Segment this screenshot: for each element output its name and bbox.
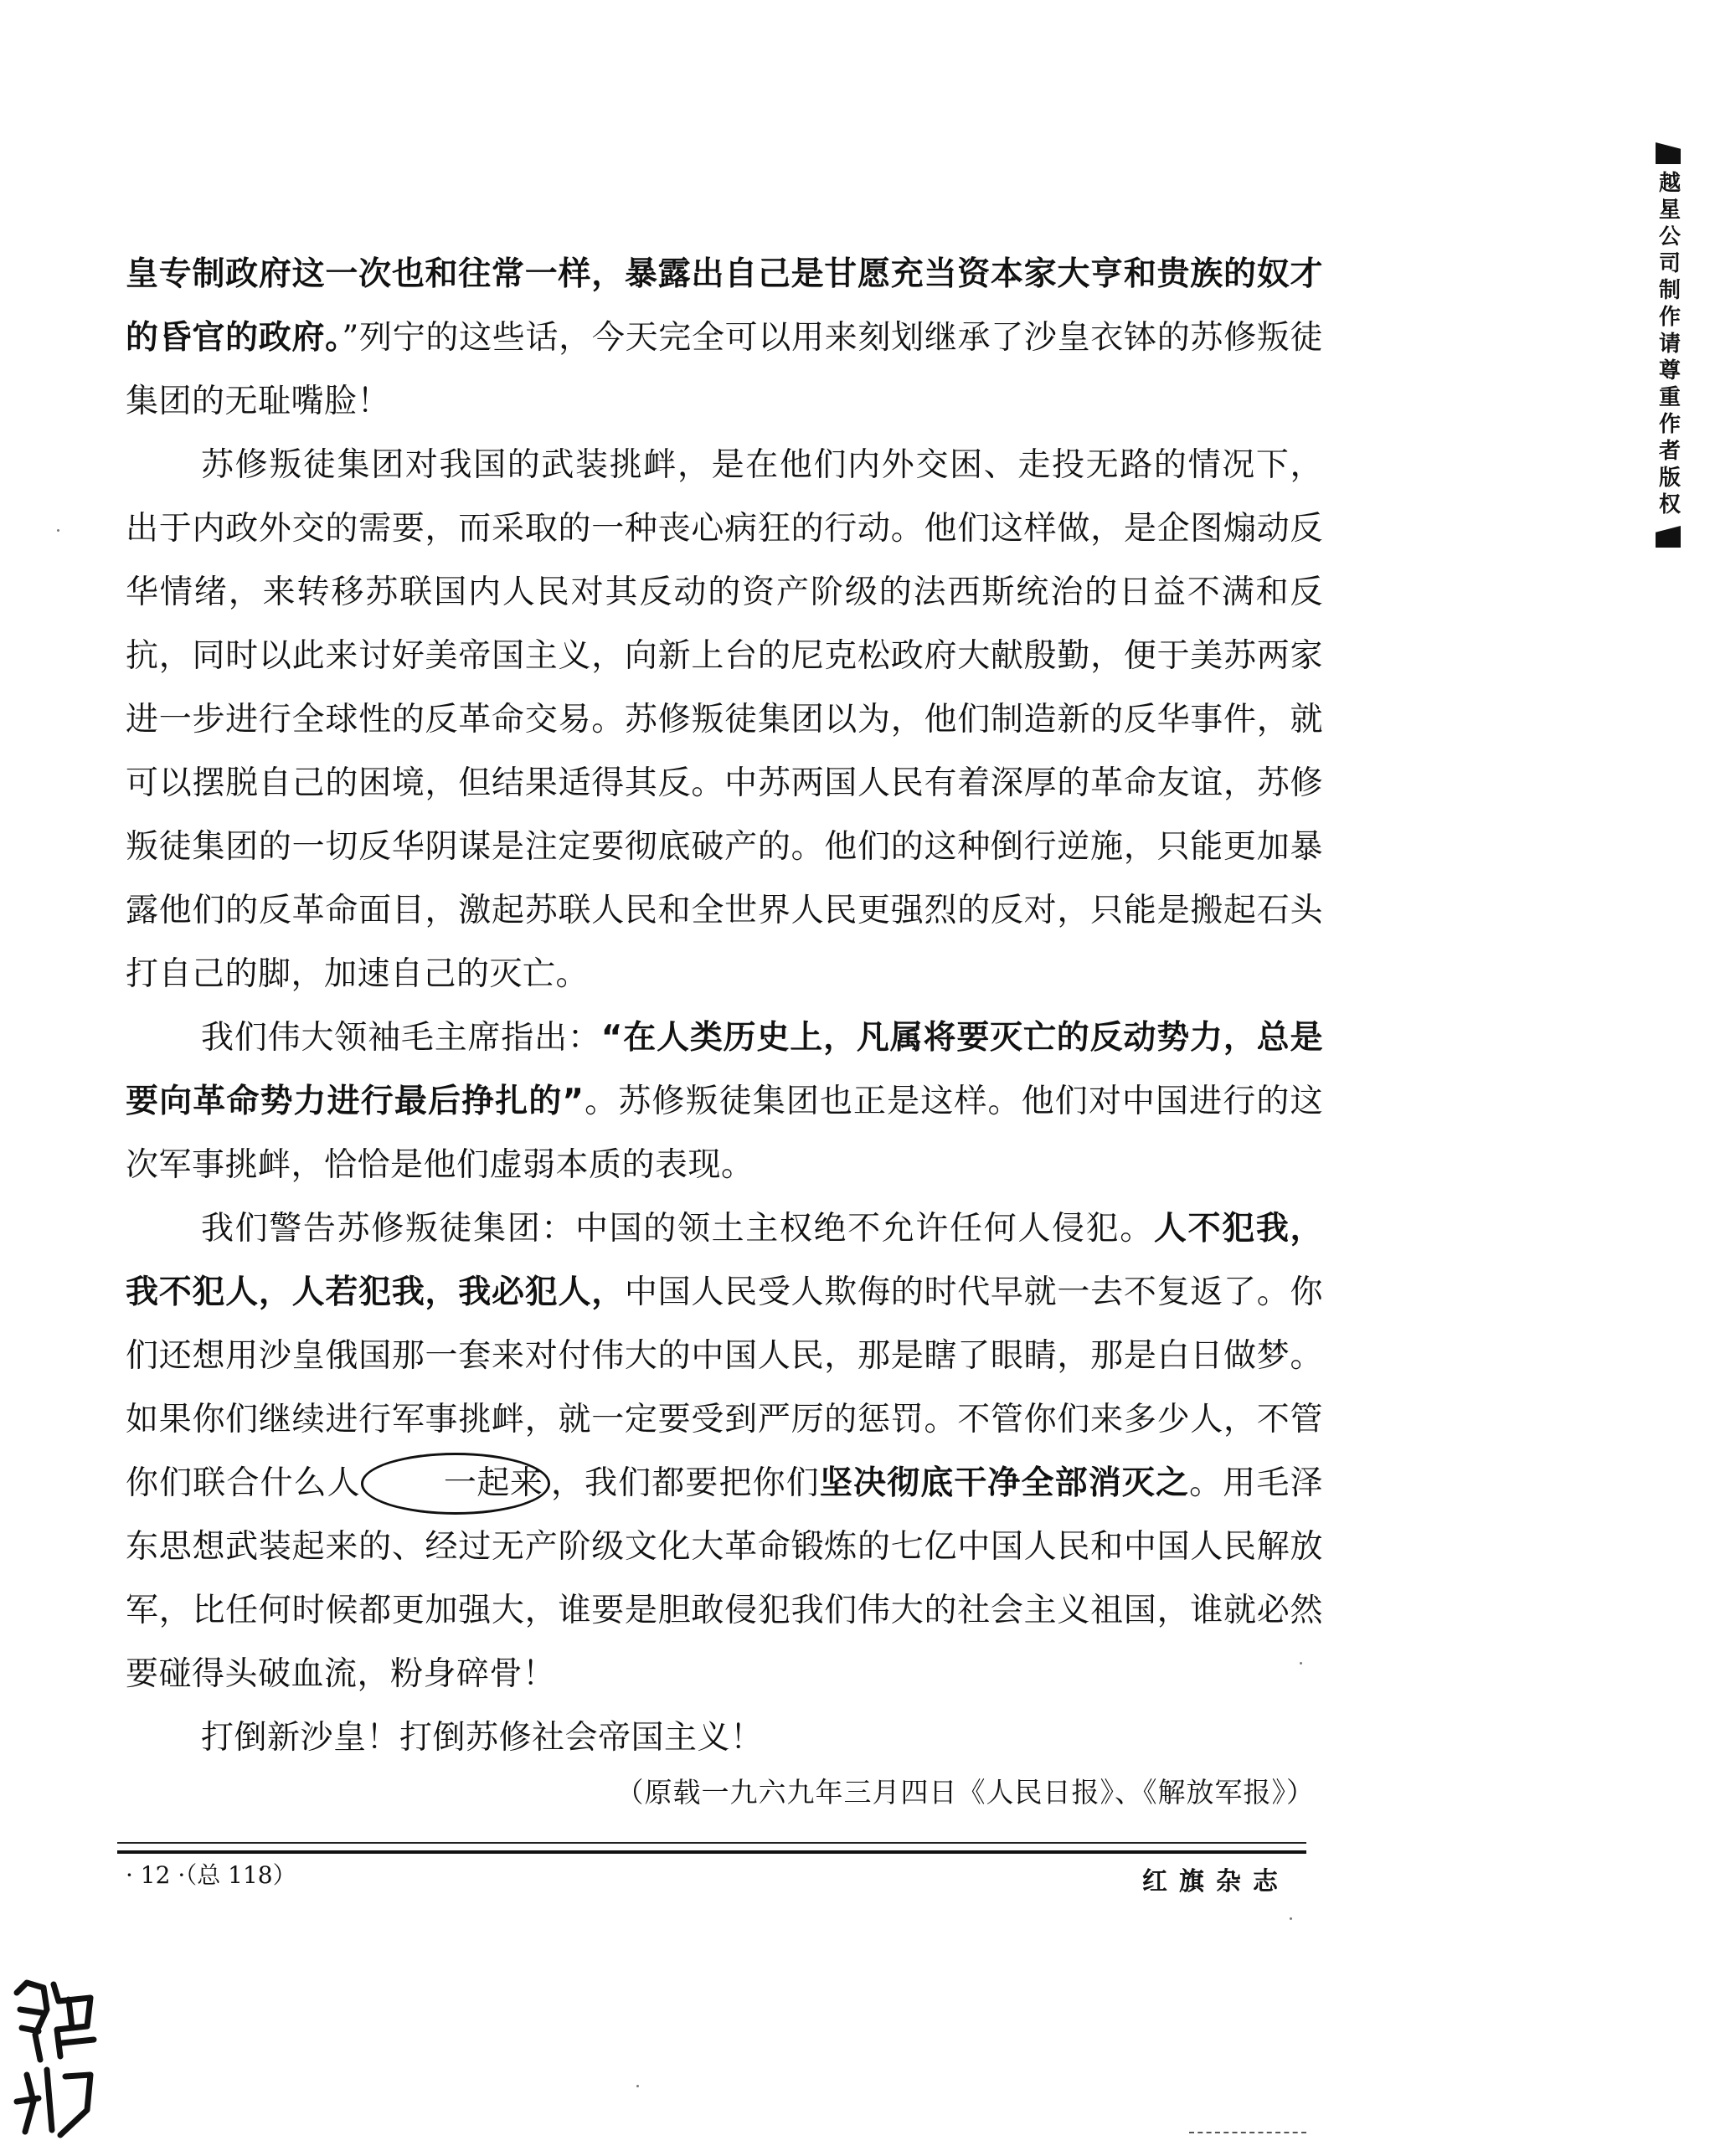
mao-quote-bold: “在人类历史上，凡属将要灭亡的反动势力，总是要向革命势力进行最后挣扎的” <box>126 1019 1323 1120</box>
paragraph-1 <box>126 243 1323 434</box>
seal-stamp <box>10 1976 102 2143</box>
paragraph-2: 苏修叛徒集团对我国的武装挑衅，是在他们内外交困、走投无路的情况下，出于内政外交的需要，而采取的一种丧心病狂的行动。他们这样做，是企图煽动反华情绪，来转移苏联国内人民对其反动的资产阶级的法西斯统治的日益不满和反抗，同时以此来讨好美帝国主义，向新上台的尼克松政府大献殷勤，便于美苏两家进一步进行全球性的反革命交易。苏修叛徒集团以为，他们制造新的反华事件，就可以摆脱自己的困境，但结果适得其反。中苏两国人民有着深厚的革命友谊，苏修叛徒集团的一切反华阴谋是注定要彻底破产的。他们的这种倒行逆施，只能更加暴露他们的反革命面目，激起苏联人民和全世界人民更强烈的反对，只能是搬起石头打自己的脚，加速自己的灭亡。 <box>126 446 1323 993</box>
paragraph-1-text: ”列宁的这些话，今天完全可以用来刻划继承了沙皇衣钵的苏修叛徒集团的无耻嘴脸！ <box>126 319 1323 420</box>
footer-rule-thin <box>117 1842 1306 1844</box>
paragraph-4-warning: 我们警告苏修叛徒集团：中国的领土主权绝不允许任何人侵犯。 <box>201 1210 1154 1248</box>
sidebar-marker-top <box>1656 142 1681 164</box>
scan-speck <box>1300 1662 1302 1665</box>
sidebar-marker-bottom <box>1656 526 1681 548</box>
paragraph-5-slogan: 打倒新沙皇！打倒苏修社会帝国主义！ <box>201 1719 764 1757</box>
paragraph-4-text-2: ，我们都要把你们 <box>550 1464 820 1502</box>
scan-speck <box>57 529 59 532</box>
paragraph-4-text: 中国人民受人欺侮的时代早就一去不复返了。你们还想用沙皇俄国那一套来对付伟大的中国人民，那是瞎了眼睛，那是白日做梦。如果你们继续进行军事挑衅，就一定要受到严厉的惩罚。不管你们来多少人，不管你们联合什么人 <box>126 1274 1323 1502</box>
scan-mark <box>1189 2132 1306 2133</box>
quoted-text-bold: 皇专制政府这一次也和往常一样，暴露出自己是甘愿充当资本家大亨和贵族的奴才的昏官的政府。 <box>126 255 1323 357</box>
copyright-notice: 越星公司制作请尊重作者版权 <box>1655 171 1681 519</box>
paragraph-3-lead: 我们伟大领袖毛主席指出： <box>201 1019 601 1057</box>
journal-name: 红旗杂志 <box>1142 1867 1290 1896</box>
article-body <box>126 243 1323 1770</box>
scan-speck <box>1290 1917 1292 1920</box>
paragraph-4 <box>126 1197 1323 1706</box>
source-citation: （原载一九六九年三月四日《人民日报》、《解放军报》） <box>615 1776 1315 1809</box>
paragraph-3 <box>126 1006 1323 1197</box>
paragraph-4-text-3: 。用毛泽东思想武装起来的、经过无产阶级文化大革命锻炼的七亿中国人民和中国人民解放军，比任何时候都更加强大，谁要是胆敢侵犯我们伟大的社会主义祖国，谁就必然要碰得头破血流，粉身碎骨！ <box>126 1464 1323 1693</box>
circled-annotation: 一起来 <box>361 1453 551 1515</box>
page-number: · 12 ·（总 118） <box>126 1861 296 1889</box>
paragraph-4-bold-slogan: 人不犯我，我不犯人，人若犯我，我必犯人， <box>126 1210 1323 1311</box>
footer-rule <box>117 1850 1306 1854</box>
paragraph-3-tail: 。苏修叛徒集团也正是这样。他们对中国进行的这次军事挑衅，恰恰是他们虚弱本质的表现。 <box>126 1083 1323 1184</box>
copyright-sidebar <box>1648 142 1688 548</box>
paragraph-4-bold-phrase: 坚决彻底干净全部消灭之 <box>819 1464 1190 1502</box>
scan-speck <box>636 2085 639 2087</box>
